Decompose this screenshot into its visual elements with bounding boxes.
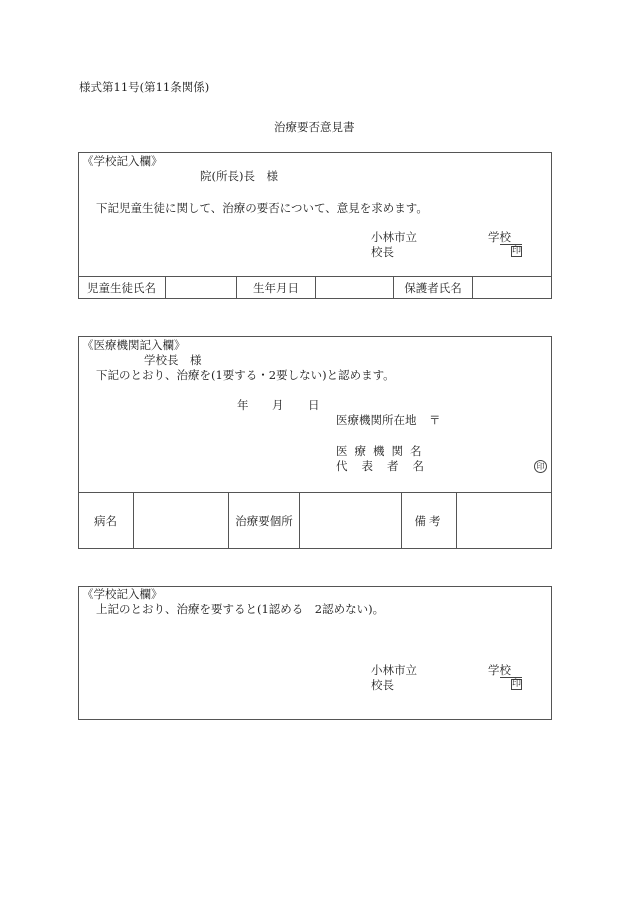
school-name-line — [500, 677, 522, 678]
document-title: 治療要否意見書 — [274, 120, 355, 134]
section-label: 《学校記入欄》 — [82, 587, 163, 601]
date-day: 日 — [308, 398, 320, 412]
request-text: 下記児童生徒に関して、治療の要否について、意見を求めます。 — [96, 201, 428, 215]
addressee: 院(所長)長 様 — [200, 169, 278, 183]
statement: 下記のとおり、治療を(1要する・2要しない)と認めます。 — [96, 368, 395, 382]
postal-mark: 〒 — [429, 413, 441, 427]
city-school-label: 小林市立 — [371, 663, 417, 677]
statement: 上記のとおり、治療を要すると(1認める 2認めない)。 — [96, 602, 385, 616]
guardian-name-label: 保護者氏名 — [404, 280, 462, 295]
disease-name-field[interactable] — [134, 493, 228, 548]
disease-name-label: 病名 — [94, 513, 117, 528]
city-school-label: 小林市立 — [371, 230, 417, 244]
school-name-line — [500, 244, 522, 245]
section-label: 《医療機関記入欄》 — [82, 338, 186, 352]
school-suffix: 学校 — [488, 230, 511, 244]
school-suffix: 学校 — [488, 663, 511, 677]
principal-label: 校長 — [371, 678, 394, 692]
seal-icon: 印 — [534, 460, 547, 473]
date-year: 年 — [237, 398, 249, 412]
birthdate-label: 生年月日 — [253, 280, 299, 295]
address-label: 医療機関所在地 — [336, 413, 417, 427]
form-number: 様式第11号(第11条関係) — [79, 80, 210, 94]
addressee: 学校長 様 — [144, 353, 202, 367]
guardian-name-field[interactable] — [473, 277, 551, 298]
student-name-label: 児童生徒氏名 — [87, 280, 156, 295]
seal-icon: 印 — [512, 246, 522, 256]
remarks-field[interactable] — [457, 493, 551, 548]
student-name-field[interactable] — [166, 277, 236, 298]
date-month: 月 — [272, 398, 284, 412]
treatment-area-label: 治療要個所 — [235, 513, 293, 528]
institution-name-label: 医療機関名 — [336, 444, 429, 458]
representative-label: 代表者名 — [336, 459, 438, 473]
treatment-area-field[interactable] — [300, 493, 401, 548]
birthdate-field[interactable] — [316, 277, 393, 298]
seal-icon: 印 — [512, 679, 522, 689]
section-label: 《学校記入欄》 — [82, 154, 163, 168]
principal-label: 校長 — [371, 245, 394, 259]
remarks-label: 備考 — [414, 513, 444, 528]
